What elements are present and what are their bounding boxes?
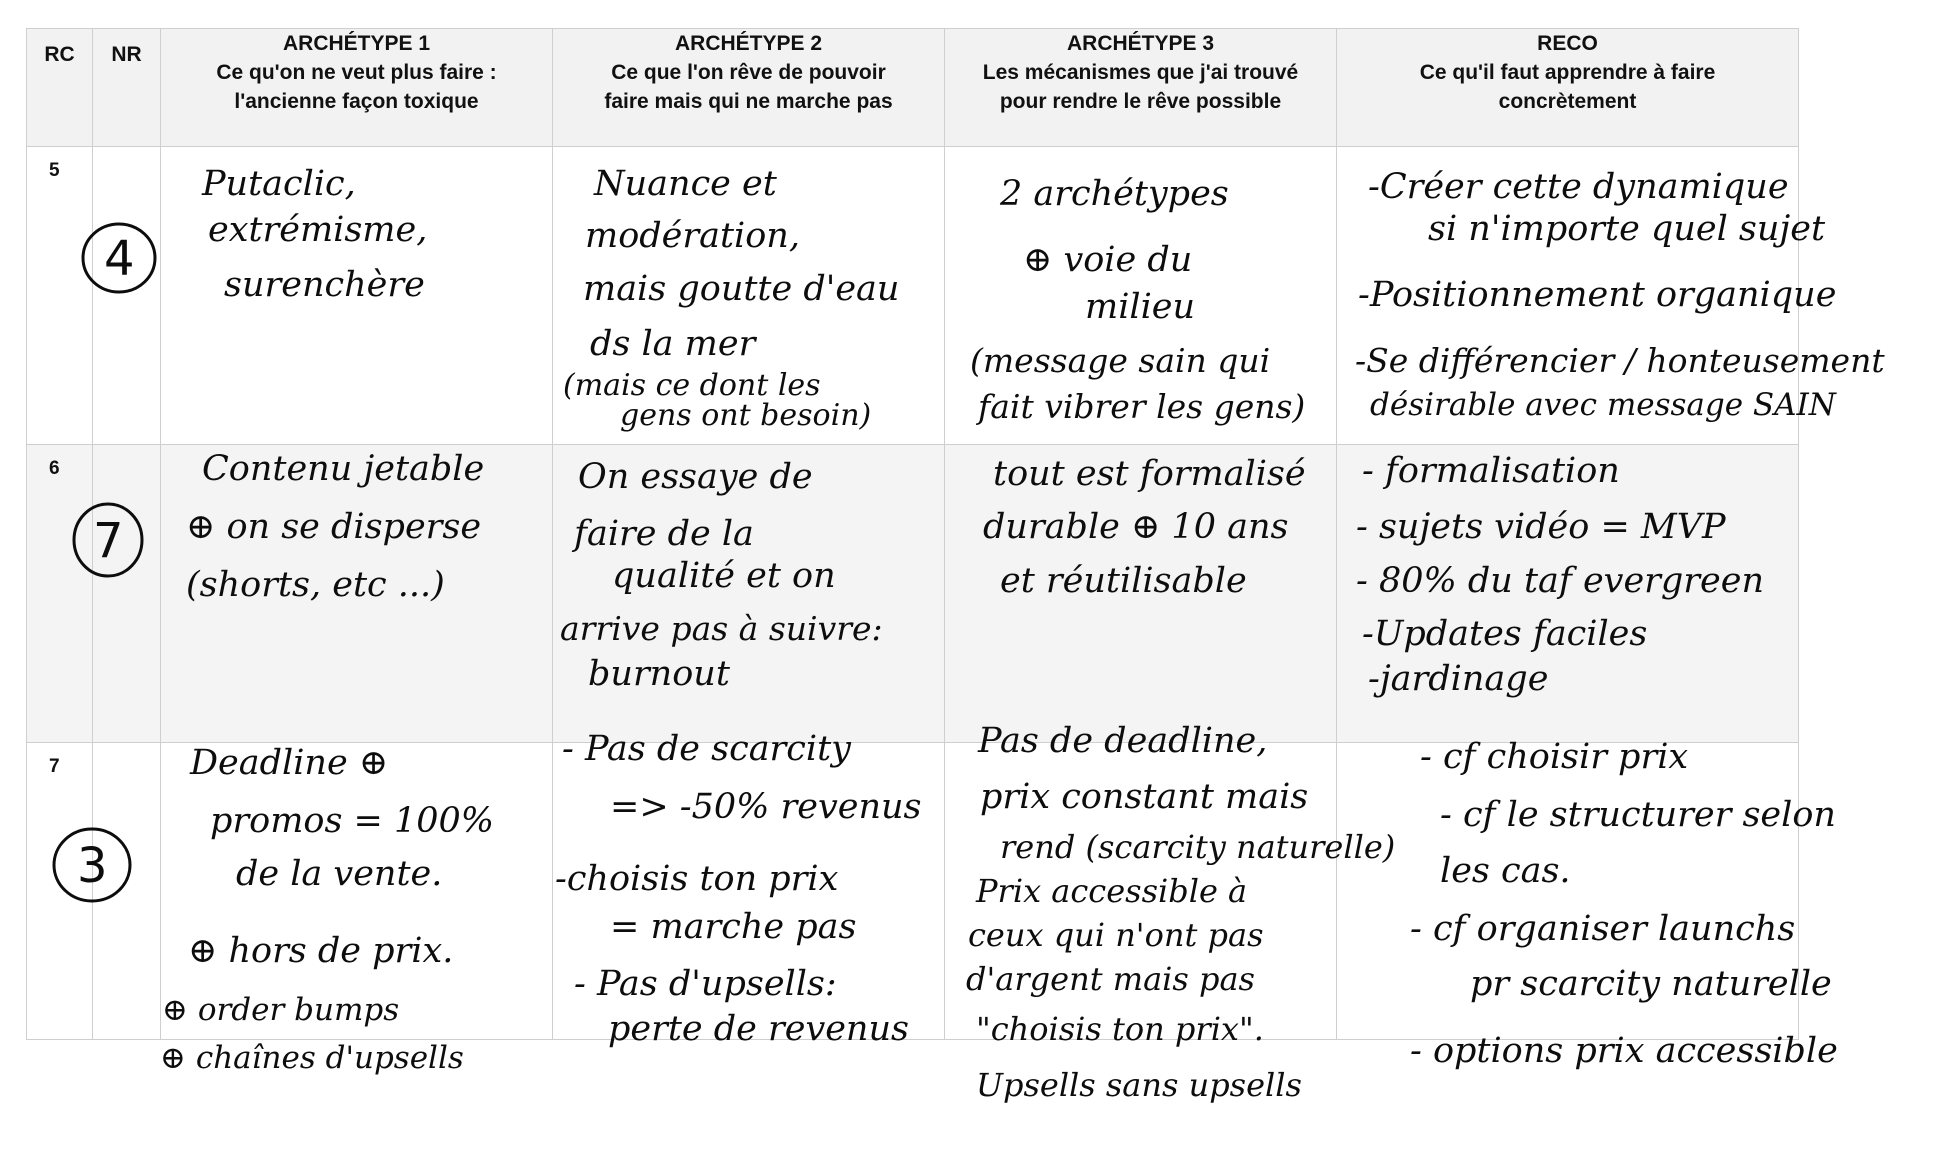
handwritten-line: - Pas d'upsells: <box>574 964 837 1004</box>
handwritten-line: les cas. <box>1440 851 1571 891</box>
nr-value: 4 <box>104 231 135 287</box>
handwritten-line: - sujets vidéo = MVP <box>1356 507 1726 547</box>
handwritten-line: ceux qui n'ont pas <box>968 916 1264 954</box>
handwritten-line: extrémisme, <box>208 210 428 250</box>
handwritten-line: Deadline ⊕ <box>190 743 389 783</box>
handwritten-line: d'argent mais pas <box>966 960 1255 998</box>
handwritten-line: tout est formalisé <box>993 454 1306 494</box>
handwritten-line: -Se différencier / honteusement <box>1355 341 1885 380</box>
header-subtitle: Ce qu'on ne veut plus faire : <box>216 61 497 84</box>
handwritten-line: mais goutte d'eau <box>583 269 900 309</box>
handwritten-line: ⊕ on se disperse <box>186 507 482 547</box>
handwritten-line: surenchère <box>224 265 425 305</box>
handwritten-line: Upsells sans upsells <box>976 1066 1302 1104</box>
header-subtitle: Ce qu'il faut apprendre à faire <box>1419 61 1716 84</box>
handwritten-line: durable ⊕ 10 ans <box>983 507 1289 547</box>
handwritten-line: -Updates faciles <box>1362 614 1648 654</box>
handwritten-line: si n'importe quel sujet <box>1428 209 1826 249</box>
rc-cell: 5 <box>27 147 93 445</box>
handwritten-line: faire de la <box>574 514 754 554</box>
handwritten-line: rend (scarcity naturelle) <box>1000 828 1396 866</box>
handwritten-line: fait vibrer les gens) <box>978 387 1306 426</box>
handwritten-line: = marche pas <box>610 907 857 947</box>
handwritten-line: ⊕ chaînes d'upsells <box>160 1040 464 1076</box>
handwritten-line: désirable avec message SAIN <box>1370 387 1836 423</box>
nr-value: 3 <box>77 838 108 894</box>
handwritten-line: - options prix accessible <box>1410 1031 1838 1071</box>
rc-cell: 7 <box>27 743 93 1040</box>
header-title: ARCHÉTYPE 2 <box>674 32 823 55</box>
handwritten-line: -Positionnement organique <box>1358 275 1837 315</box>
nr-value: 7 <box>93 513 124 569</box>
handwritten-line: - 80% du taf evergreen <box>1356 561 1764 601</box>
header-rc: RC <box>27 29 93 147</box>
handwritten-line: On essaye de <box>578 457 813 497</box>
handwritten-line: -Créer cette dynamique <box>1368 167 1789 207</box>
handwritten-line: et réutilisable <box>1000 561 1247 601</box>
handwritten-line: ⊕ voie du <box>1023 240 1193 280</box>
handwritten-line: Prix accessible à <box>976 872 1248 910</box>
handwritten-line: - formalisation <box>1362 451 1620 491</box>
handwritten-line: milieu <box>1085 287 1196 327</box>
handwritten-line: "choisis ton prix". <box>976 1010 1264 1048</box>
handwritten-line: - cf organiser launchs <box>1410 909 1796 949</box>
header-title: ARCHÉTYPE 1 <box>282 32 431 55</box>
handwritten-line: Putaclic, <box>202 164 356 204</box>
handwritten-line: - cf le structurer selon <box>1440 795 1836 835</box>
handwritten-line: Pas de deadline, <box>978 721 1268 761</box>
handwritten-line: -jardinage <box>1368 659 1549 699</box>
header-subtitle: concrètement <box>1498 90 1637 113</box>
header-title: RECO <box>1537 32 1598 55</box>
handwritten-line: ⊕ hors de prix. <box>188 931 454 971</box>
handwritten-line: perte de revenus <box>608 1009 909 1049</box>
handwritten-line: modération, <box>585 216 800 256</box>
handwritten-line: pr scarcity naturelle <box>1470 964 1832 1004</box>
handwritten-line: ⊕ order bumps <box>162 992 400 1028</box>
handwritten-line: (mais ce dont les <box>563 368 821 403</box>
handwritten-line: -choisis ton prix <box>555 859 839 899</box>
handwritten-line: qualité et on <box>612 556 836 596</box>
handwritten-line: burnout <box>588 654 730 694</box>
header-nr: NR <box>93 29 161 147</box>
handwritten-line: ds la mer <box>590 324 756 364</box>
handwritten-line: arrive pas à suivre: <box>560 609 883 648</box>
handwritten-line: (shorts, etc ...) <box>186 565 445 605</box>
handwritten-line: => -50% revenus <box>610 787 922 827</box>
handwritten-line: de la vente. <box>236 854 443 894</box>
handwritten-line: Contenu jetable <box>202 449 485 489</box>
handwritten-line: - Pas de scarcity <box>562 729 851 769</box>
handwritten-line: (message sain qui <box>970 341 1271 380</box>
header-subtitle: Les mécanismes que j'ai trouvé <box>982 61 1299 84</box>
handwritten-line: prix constant mais <box>980 777 1309 817</box>
handwritten-line: - cf choisir prix <box>1420 737 1689 777</box>
header-subtitle: l'ancienne façon toxique <box>234 90 479 113</box>
handwritten-line: promos = 100% <box>210 801 495 841</box>
rc-cell: 6 <box>27 445 93 743</box>
header-subtitle: faire mais qui ne marche pas <box>604 90 893 113</box>
handwritten-line: gens ont besoin) <box>620 398 872 433</box>
header-title: ARCHÉTYPE 3 <box>1066 32 1215 55</box>
handwritten-line: Nuance et <box>594 164 777 204</box>
handwritten-line: 2 archétypes <box>1000 174 1229 214</box>
header-subtitle: Ce que l'on rêve de pouvoir <box>611 61 886 84</box>
header-subtitle: pour rendre le rêve possible <box>999 90 1282 113</box>
